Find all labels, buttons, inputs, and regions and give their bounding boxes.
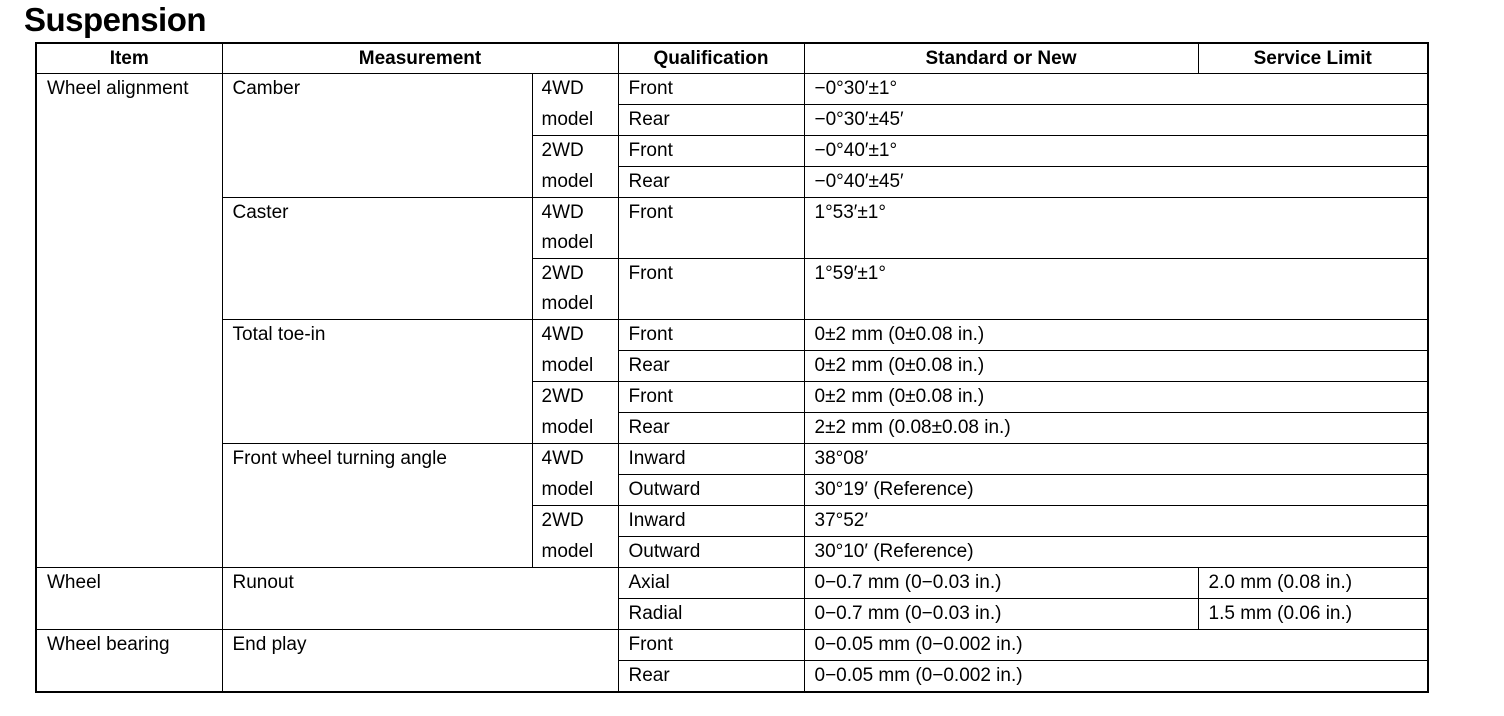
standard-cell: 30°19′ (Reference): [804, 475, 1428, 506]
qualification-cell: Rear: [618, 661, 804, 693]
service-limit-cell: 2.0 mm (0.08 in.): [1198, 568, 1428, 599]
qualification-cell: Inward: [618, 444, 804, 475]
drive-cell: model: [532, 105, 618, 136]
item-cell: Wheel: [36, 568, 222, 630]
table-row: [36, 320, 1428, 351]
table-row: [36, 630, 1428, 661]
qualification-cell: Rear: [618, 167, 804, 198]
header-item: Item: [36, 43, 222, 74]
standard-cell: 0−0.7 mm (0−0.03 in.): [804, 568, 1198, 599]
standard-cell: 1°59′±1°: [804, 259, 1428, 290]
qualification-cell: Rear: [618, 351, 804, 382]
suspension-spec-table: [35, 42, 1429, 693]
qualification-cell: Inward: [618, 506, 804, 537]
standard-cell: 30°10′ (Reference): [804, 537, 1428, 568]
standard-cell: 2±2 mm (0.08±0.08 in.): [804, 413, 1428, 444]
service-limit-cell: 1.5 mm (0.06 in.): [1198, 599, 1428, 630]
drive-cell: 2WD: [532, 136, 618, 167]
standard-cell: 38°08′: [804, 444, 1428, 475]
drive-cell: model: [532, 537, 618, 568]
standard-cell: 37°52′: [804, 506, 1428, 537]
qualification-cell: Outward: [618, 475, 804, 506]
measurement-cell: Caster: [222, 198, 532, 320]
qualification-cell: Radial: [618, 599, 804, 630]
drive-cell: 2WD: [532, 382, 618, 413]
standard-cell: 0−0.05 mm (0−0.002 in.): [804, 661, 1428, 693]
item-cell: Wheel alignment: [36, 74, 222, 568]
qualification-cell: [618, 289, 804, 320]
table-row: [36, 568, 1428, 599]
drive-cell: model: [532, 413, 618, 444]
standard-cell: 0±2 mm (0±0.08 in.): [804, 320, 1428, 351]
qualification-cell: Rear: [618, 413, 804, 444]
header-service-limit: Service Limit: [1198, 43, 1428, 74]
drive-cell: 2WD: [532, 506, 618, 537]
standard-cell: −0°40′±45′: [804, 167, 1428, 198]
header-qualification: Qualification: [618, 43, 804, 74]
drive-cell: 2WD: [532, 259, 618, 290]
qualification-cell: Front: [618, 320, 804, 351]
drive-cell: 4WD: [532, 444, 618, 475]
drive-cell: 4WD: [532, 74, 618, 105]
qualification-cell: Front: [618, 198, 804, 229]
measurement-cell: Front wheel turning angle: [222, 444, 532, 568]
drive-cell: model: [532, 228, 618, 259]
measurement-cell: End play: [222, 630, 618, 693]
header-measurement: Measurement: [222, 43, 618, 74]
qualification-cell: Rear: [618, 105, 804, 136]
qualification-cell: Front: [618, 74, 804, 105]
table-row: [36, 74, 1428, 105]
table-row: [36, 444, 1428, 475]
standard-cell: 0±2 mm (0±0.08 in.): [804, 351, 1428, 382]
standard-cell: [804, 228, 1428, 259]
standard-cell: [804, 289, 1428, 320]
drive-cell: model: [532, 167, 618, 198]
drive-cell: model: [532, 475, 618, 506]
header-standard: Standard or New: [804, 43, 1198, 74]
table-header-row: [36, 43, 1428, 74]
qualification-cell: Front: [618, 136, 804, 167]
measurement-cell: Camber: [222, 74, 532, 198]
standard-cell: 1°53′±1°: [804, 198, 1428, 229]
drive-cell: model: [532, 351, 618, 382]
standard-cell: −0°30′±45′: [804, 105, 1428, 136]
standard-cell: 0−0.05 mm (0−0.002 in.): [804, 630, 1428, 661]
standard-cell: 0±2 mm (0±0.08 in.): [804, 382, 1428, 413]
item-cell: Wheel bearing: [36, 630, 222, 693]
measurement-cell: Runout: [222, 568, 618, 630]
drive-cell: model: [532, 289, 618, 320]
qualification-cell: Axial: [618, 568, 804, 599]
qualification-cell: [618, 228, 804, 259]
qualification-cell: Front: [618, 630, 804, 661]
qualification-cell: Front: [618, 259, 804, 290]
qualification-cell: Front: [618, 382, 804, 413]
drive-cell: 4WD: [532, 320, 618, 351]
standard-cell: 0−0.7 mm (0−0.03 in.): [804, 599, 1198, 630]
page-title: Suspension: [24, 1, 207, 38]
table-row: [36, 198, 1428, 229]
standard-cell: −0°30′±1°: [804, 74, 1428, 105]
drive-cell: 4WD: [532, 198, 618, 229]
qualification-cell: Outward: [618, 537, 804, 568]
measurement-cell: Total toe-in: [222, 320, 532, 444]
standard-cell: −0°40′±1°: [804, 136, 1428, 167]
